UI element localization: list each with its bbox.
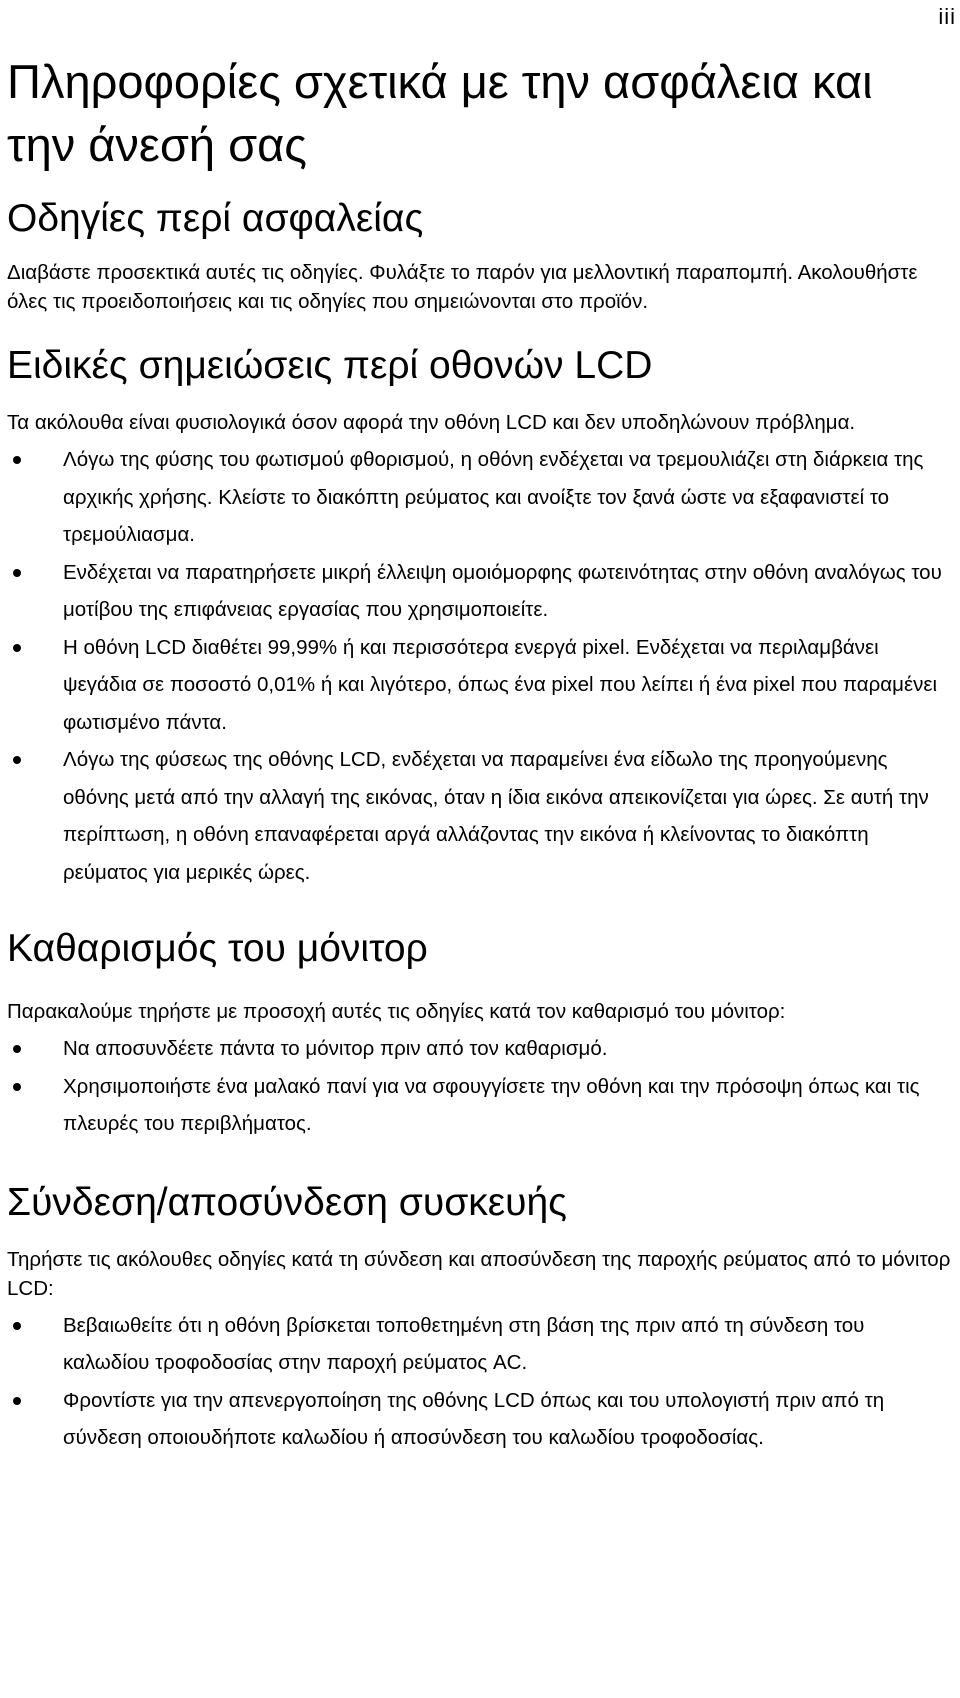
- bullet-icon: [13, 456, 21, 464]
- list-item-text: Να αποσυνδέετε πάντα το μόνιτορ πριν από τον καθαρισμό.: [63, 1037, 608, 1060]
- list-item: [7, 1030, 952, 1068]
- list-item: [7, 441, 952, 554]
- list-item-text: Βεβαιωθείτε ότι η οθόνη βρίσκεται τοποθετημένη στη βάση της πριν από τη σύνδεση του καλωδίου τροφοδοσίας στην παροχή ρεύματος AC.: [63, 1313, 865, 1374]
- bullet-list: [7, 1030, 952, 1143]
- bullet-icon: [13, 569, 21, 577]
- list-item-text: Η οθόνη LCD διαθέτει 99,99% ή και περισσότερα ενεργά pixel. Ενδέχεται να περιλαμβάνει ψεγάδια σε ποσοστό 0,01% ή και λιγότερο, όπως ένα pixel που λείπει ή ένα pixel που παραμένει φωτισμένο πάντα.: [63, 635, 938, 734]
- section-paragraph: Παρακαλούμε τηρήστε με προσοχή αυτές τις οδηγίες κατά τον καθαρισμό του μόνιτορ:: [7, 1000, 786, 1023]
- section-monitor-cleaning: [7, 924, 952, 1143]
- section-lcd-notes: [7, 341, 952, 891]
- list-item: [7, 554, 952, 629]
- list-item-text: Λόγω της φύσεως της οθόνης LCD, ενδέχεται να παραμείνει ένα είδωλο της προηγούμενης οθόνης μετά από την αλλαγή της εικόνας, όταν η ίδια εικόνα απεικονίζεται για ώρες. Σε αυτή την περίπτωση, η οθόνη επαναφέρεται αργά αλλάζοντας την εικόνα ή κλείνοντας το διακόπτη ρεύματος για μερικές ώρες.: [63, 748, 929, 884]
- section-heading: Σύνδεση/αποσύνδεση συσκευής: [7, 1180, 567, 1224]
- section-paragraph: Διαβάστε προσεκτικά αυτές τις οδηγίες. Φυλάξτε το παρόν για μελλοντική παραπομπή. Ακολουθήστε όλες τις προειδοποιήσεις και τις οδηγίες που σημειώνονται στο προϊόν.: [7, 261, 918, 313]
- list-item: [7, 1382, 952, 1457]
- list-item: [7, 1307, 952, 1382]
- section-heading: Οδηγίες περί ασφαλείας: [7, 197, 424, 240]
- bullet-list: [7, 1307, 952, 1457]
- section-device-connection: [7, 1178, 952, 1457]
- section-safety-instructions: [7, 194, 952, 316]
- bullet-icon: [13, 1045, 21, 1053]
- bullet-icon: [13, 756, 21, 764]
- section-paragraph: Τα ακόλουθα είναι φυσιολογικά όσον αφορά την οθόνη LCD και δεν υποδηλώνουν πρόβλημα.: [7, 411, 856, 434]
- list-item-text: Ενδέχεται να παρατηρήσετε μικρή έλλειψη ομοιόμορφης φωτεινότητας στην οθόνη αναλόγως του μοτίβου της επιφάνειας εργασίας που χρησιμοποιείτε.: [63, 560, 942, 621]
- document-content: [7, 50, 952, 1457]
- bullet-icon: [13, 1322, 21, 1330]
- page-number: iii: [938, 4, 956, 29]
- bullet-icon: [13, 644, 21, 652]
- list-item-text: Λόγω της φύσης του φωτισμού φθορισμού, η οθόνη ενδέχεται να τρεμουλιάζει στη διάρκεια της αρχικής χρήσης. Κλείστε το διακόπτη ρεύματος και ανοίξτε τον ξανά ώστε να εξαφανιστεί το τρεμούλιασμα.: [63, 448, 924, 546]
- section-paragraph: Τηρήστε τις ακόλουθες οδηγίες κατά τη σύνδεση και αποσύνδεση της παροχής ρεύματος από το μόνιτορ LCD:: [7, 1247, 951, 1300]
- list-item-text: Φροντίστε για την απενεργοποίηση της οθόνης LCD όπως και του υπολογιστή πριν από τη σύνδεση οποιουδήποτε καλωδίου ή αποσύνδεση του καλωδίου τροφοδοσίας.: [63, 1388, 885, 1449]
- list-item: [7, 1068, 952, 1143]
- section-heading: Καθαρισμός του μόνιτορ: [7, 927, 428, 970]
- section-heading: Ειδικές σημειώσεις περί οθονών LCD: [7, 344, 653, 387]
- bullet-icon: [13, 1397, 21, 1405]
- bullet-list: [7, 441, 952, 891]
- list-item: [7, 741, 952, 891]
- page-title: Πληροφορίες σχετικά με την ασφάλεια και την άνεσή σας: [7, 55, 873, 171]
- bullet-icon: [13, 1083, 21, 1091]
- list-item-text: Χρησιμοποιήστε ένα μαλακό πανί για να σφουγγίσετε την οθόνη και την πρόσοψη όπως και τις πλευρές του περιβλήματος.: [63, 1074, 920, 1135]
- list-item: [7, 629, 952, 742]
